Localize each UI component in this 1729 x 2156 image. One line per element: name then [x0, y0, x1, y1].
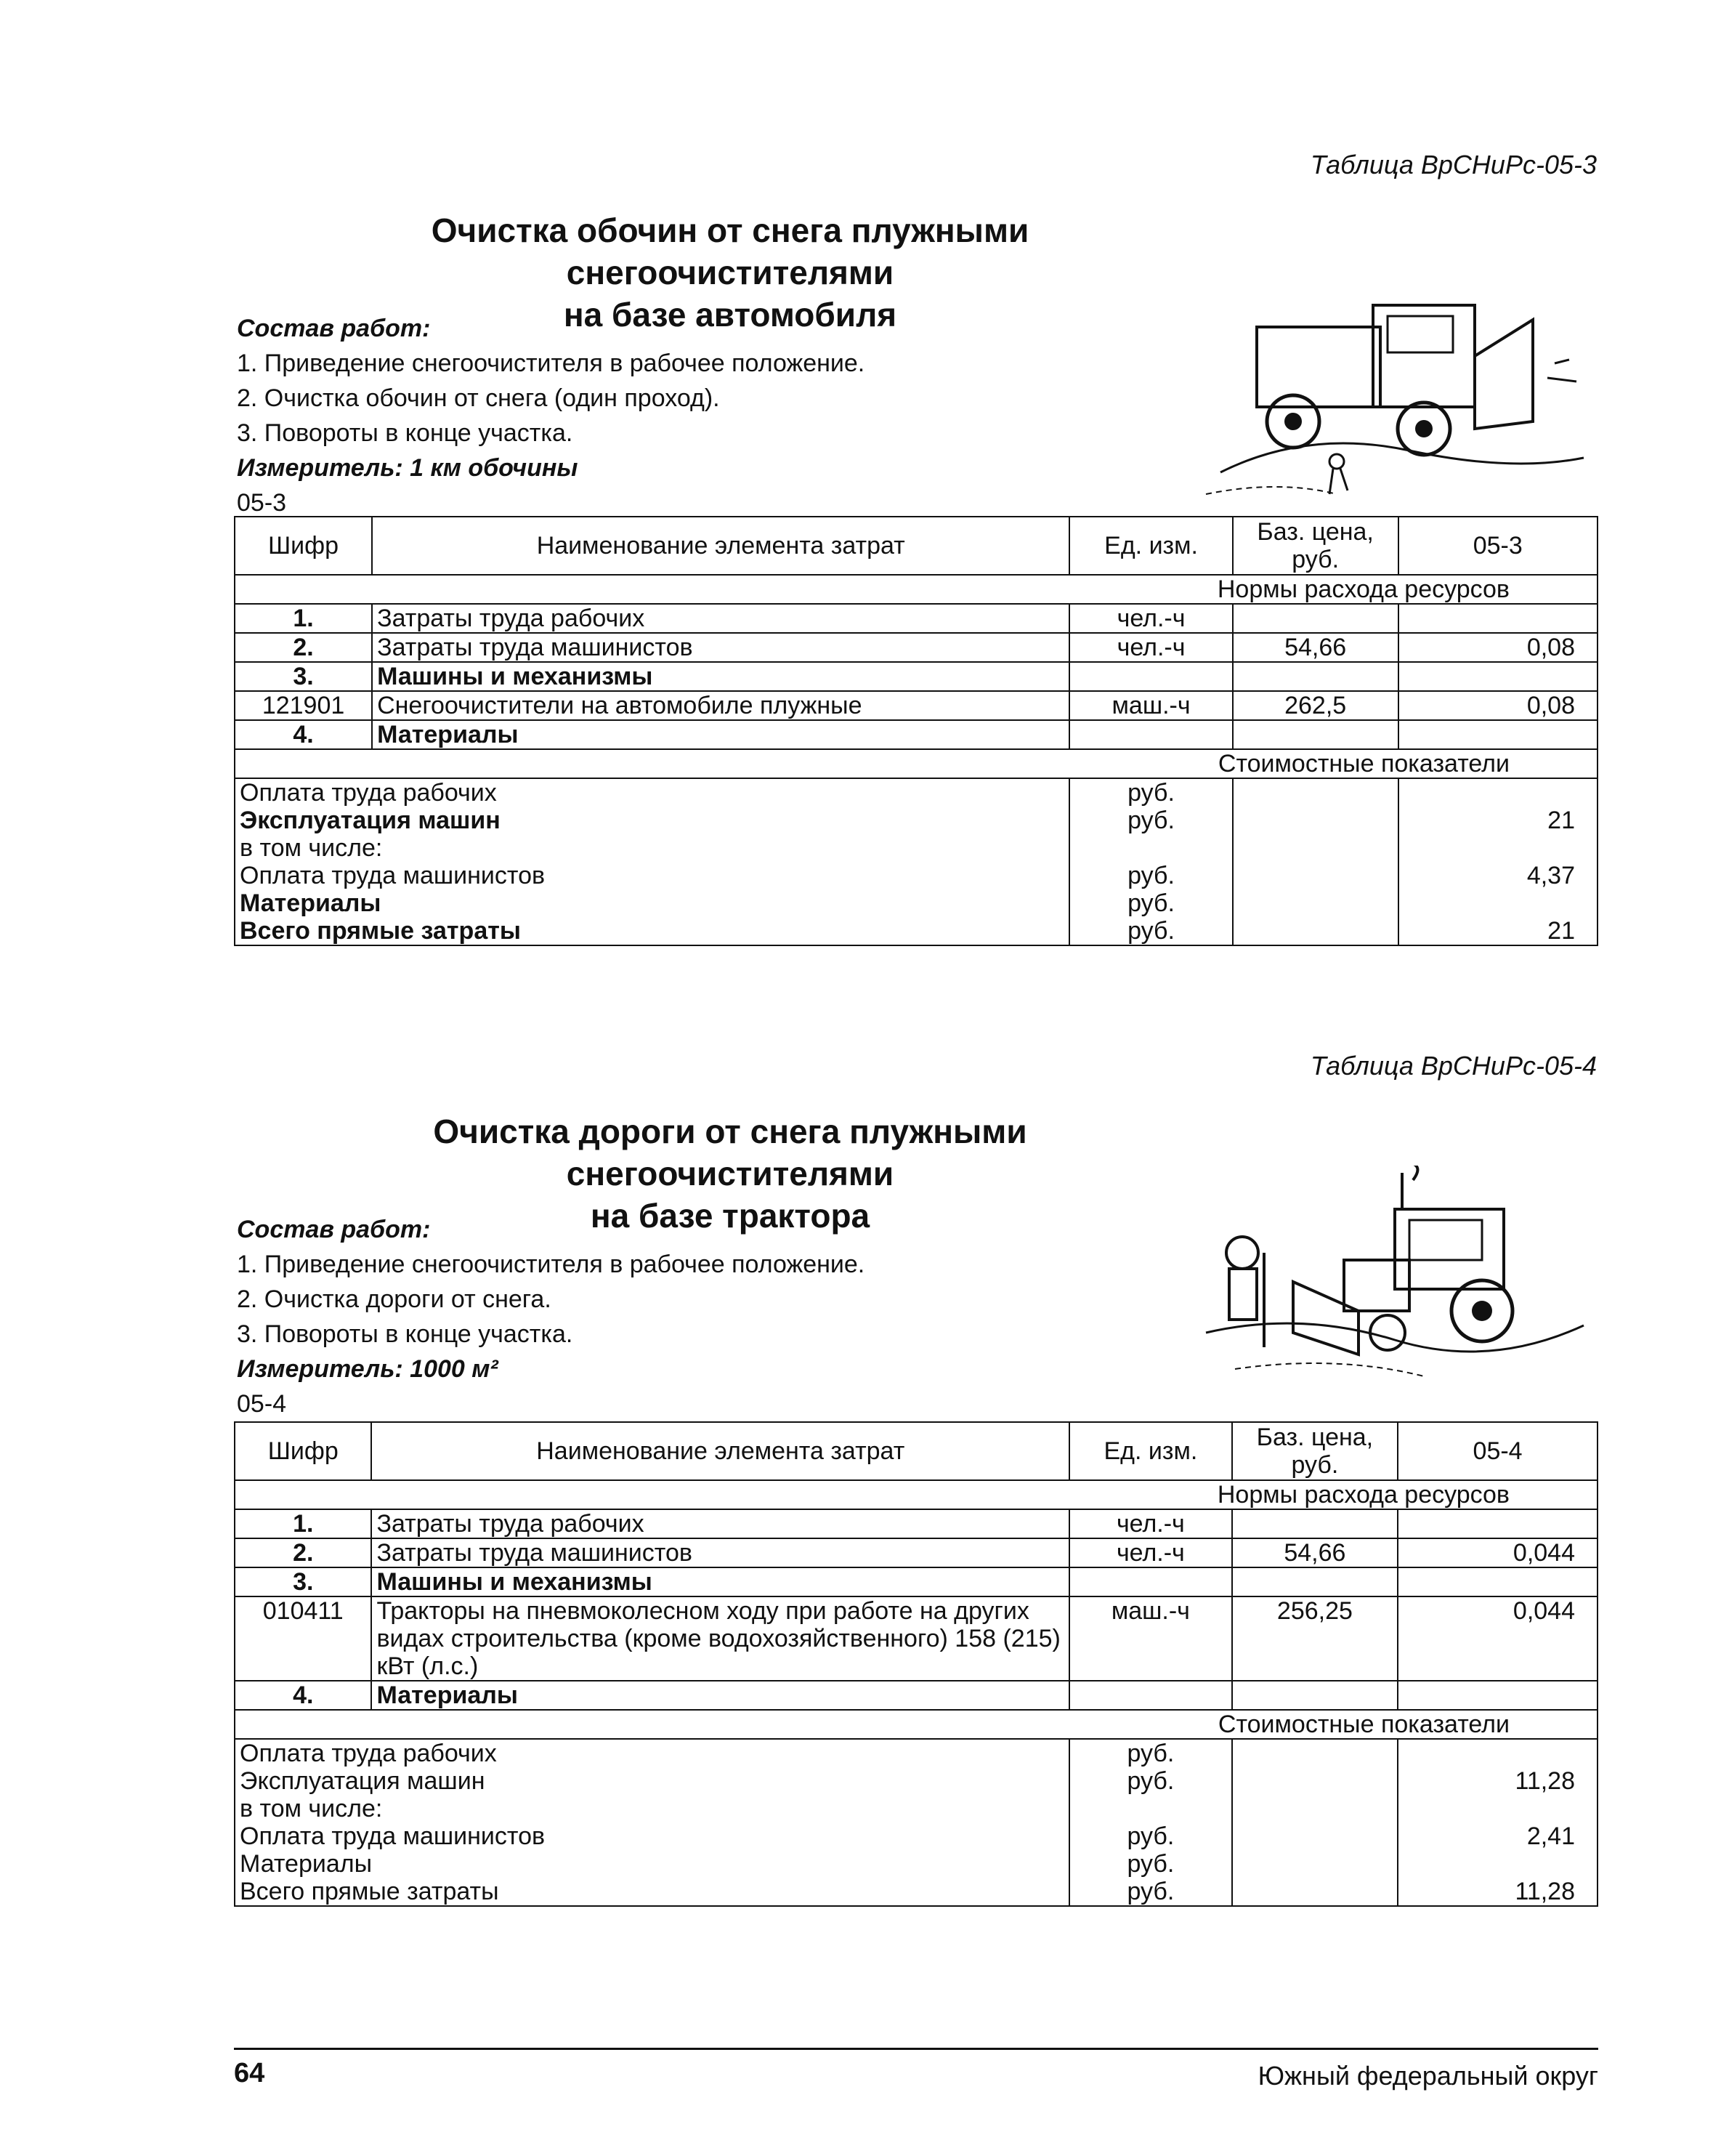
table-header-row — [235, 1422, 1598, 1480]
row-code: 010411 — [235, 1596, 371, 1681]
header-cipher: Шифр — [235, 517, 372, 575]
row-code: 4. — [235, 1681, 371, 1710]
table-row — [235, 1567, 1598, 1596]
row-code: 1. — [235, 1509, 371, 1538]
cost-value — [1398, 1795, 1598, 1822]
title-line-1: Очистка обочин от снега плужными снегоочистителями — [431, 211, 1029, 291]
cost-value — [1398, 778, 1598, 807]
row-code: 2. — [235, 1538, 371, 1567]
resource-norms-table — [234, 1421, 1598, 1907]
step-1: 1. Приведение снегоочистителя в рабочее положение. — [237, 350, 865, 377]
norms-subheader-row — [235, 575, 1598, 604]
row-name: Затраты труда машинистов — [372, 633, 1069, 662]
row-value — [1398, 1681, 1598, 1710]
composition-heading: Состав работ: — [237, 315, 431, 342]
cost-unit: руб. — [1069, 1850, 1232, 1878]
cost-price — [1233, 862, 1398, 889]
resource-norms-table — [234, 516, 1598, 946]
cost-row — [235, 1878, 1598, 1906]
header-code: 05-3 — [1398, 517, 1598, 575]
row-unit: чел.-ч — [1069, 1509, 1232, 1538]
cost-unit: руб. — [1069, 889, 1232, 917]
cost-name: Материалы — [235, 1850, 1069, 1878]
norms-subheader-row — [235, 1480, 1598, 1509]
header-unit: Ед. изм. — [1069, 517, 1232, 575]
table-section-05-3 — [0, 0, 1729, 966]
row-price: 54,66 — [1233, 633, 1398, 662]
cost-value: 11,28 — [1398, 1767, 1598, 1795]
cost-name: Оплата труда машинистов — [235, 862, 1069, 889]
row-value — [1398, 1567, 1598, 1596]
row-price: 54,66 — [1232, 1538, 1398, 1567]
cost-value: 21 — [1398, 917, 1598, 945]
norms-title: Нормы расхода ресурсов — [235, 575, 1598, 604]
row-unit — [1069, 720, 1232, 749]
table-row — [235, 1538, 1598, 1567]
row-code: 4. — [235, 720, 372, 749]
cost-value — [1398, 1850, 1598, 1878]
row-unit: чел.-ч — [1069, 633, 1232, 662]
cost-unit: руб. — [1069, 1878, 1232, 1906]
table-section-05-4 — [0, 901, 1729, 1905]
row-unit: чел.-ч — [1069, 1538, 1232, 1567]
cost-price — [1232, 1850, 1398, 1878]
work-composition — [237, 1212, 864, 1421]
cost-name: в том числе: — [235, 834, 1069, 862]
row-code: 3. — [235, 1567, 371, 1596]
header-unit: Ед. изм. — [1069, 1422, 1232, 1480]
row-name: Тракторы на пневмоколесном ходу при работе на других видах строительства (кроме водохозяйственного) 158 (215) кВт (л.с.) — [371, 1596, 1069, 1681]
work-composition — [237, 311, 864, 520]
table-row — [235, 604, 1598, 633]
step-1: 1. Приведение снегоочистителя в рабочее положение. — [237, 1251, 865, 1278]
cost-row — [235, 1822, 1598, 1850]
cost-price — [1233, 778, 1398, 807]
measure-unit: Измеритель: 1000 м² — [237, 1355, 498, 1383]
cost-row — [235, 807, 1598, 834]
row-name: Материалы — [372, 720, 1069, 749]
footer-divider — [234, 2048, 1598, 2050]
row-name: Затраты труда рабочих — [371, 1509, 1069, 1538]
cost-row — [235, 834, 1598, 862]
row-unit — [1069, 1681, 1232, 1710]
row-price — [1233, 720, 1398, 749]
cost-unit: руб. — [1069, 862, 1232, 889]
cost-row — [235, 1767, 1598, 1795]
measure-unit: Измеритель: 1 км обочины — [237, 454, 578, 482]
cost-row — [235, 1850, 1598, 1878]
cost-unit: руб. — [1069, 778, 1232, 807]
row-price — [1232, 1681, 1398, 1710]
row-unit — [1069, 1567, 1232, 1596]
step-3: 3. Повороты в конце участка. — [237, 1320, 573, 1348]
cost-unit: руб. — [1069, 1822, 1232, 1850]
step-2: 2. Очистка обочин от снега (один проход). — [237, 384, 720, 412]
header-price: Баз. цена, руб. — [1233, 517, 1398, 575]
cost-price — [1232, 1878, 1398, 1906]
row-code: 2. — [235, 633, 372, 662]
cost-name: Эксплуатация машин — [235, 1767, 1069, 1795]
cost-name: в том числе: — [235, 1795, 1069, 1822]
page-number: 64 — [234, 2058, 265, 2088]
row-unit: чел.-ч — [1069, 604, 1232, 633]
header-name: Наименование элемента затрат — [372, 517, 1069, 575]
cost-price — [1232, 1767, 1398, 1795]
row-name: Материалы — [371, 1681, 1069, 1710]
cost-value — [1398, 1739, 1598, 1767]
row-value — [1398, 662, 1598, 691]
row-price: 256,25 — [1232, 1596, 1398, 1681]
snowplow-truck-illustration — [1191, 276, 1598, 509]
cost-row — [235, 778, 1598, 807]
table-row — [235, 1681, 1598, 1710]
table-label: Таблица ВрСНиРс-05-4 — [1310, 1051, 1597, 1081]
cost-value — [1398, 834, 1598, 862]
table-row — [235, 691, 1598, 720]
region-name: Южный федеральный округ — [1258, 2061, 1598, 2091]
table-code: 05-3 — [237, 489, 287, 517]
step-3: 3. Повороты в конце участка. — [237, 419, 573, 447]
title-line-2: на базе трактора — [590, 1197, 870, 1235]
row-value — [1398, 1509, 1598, 1538]
cost-name: Всего прямые затраты — [235, 917, 1069, 945]
cost-price — [1233, 834, 1398, 862]
cost-subheader-row — [235, 1710, 1598, 1739]
header-name: Наименование элемента затрат — [371, 1422, 1069, 1480]
row-value: 0,08 — [1398, 691, 1598, 720]
step-2: 2. Очистка дороги от снега. — [237, 1285, 551, 1313]
cost-row — [235, 1795, 1598, 1822]
row-value: 0,044 — [1398, 1596, 1598, 1681]
header-price: Баз. цена, руб. — [1232, 1422, 1398, 1480]
cost-name: Эксплуатация машин — [235, 807, 1069, 834]
row-name: Машины и механизмы — [371, 1567, 1069, 1596]
cost-row — [235, 862, 1598, 889]
row-name: Затраты труда машинистов — [371, 1538, 1069, 1567]
row-price — [1232, 1567, 1398, 1596]
table-row — [235, 633, 1598, 662]
cost-name: Всего прямые затраты — [235, 1878, 1069, 1906]
row-value: 0,044 — [1398, 1538, 1598, 1567]
row-unit: маш.-ч — [1069, 691, 1232, 720]
cost-price — [1233, 807, 1398, 834]
cost-value: 4,37 — [1398, 862, 1598, 889]
cost-subheader-row — [235, 749, 1598, 778]
snowplow-tractor-illustration — [1191, 1166, 1598, 1398]
table-code: 05-4 — [237, 1390, 287, 1418]
row-value — [1398, 604, 1598, 633]
table-row — [235, 720, 1598, 749]
header-cipher: Шифр — [235, 1422, 371, 1480]
cost-name: Оплата труда машинистов — [235, 1822, 1069, 1850]
cost-value: 11,28 — [1398, 1878, 1598, 1906]
row-name: Машины и механизмы — [372, 662, 1069, 691]
cost-unit — [1069, 834, 1232, 862]
row-name: Затраты труда рабочих — [372, 604, 1069, 633]
title-line-1: Очистка дороги от снега плужными снегоочистителями — [433, 1113, 1027, 1192]
row-price — [1232, 1509, 1398, 1538]
table-label: Таблица ВрСНиРс-05-3 — [1310, 150, 1597, 179]
table-row — [235, 662, 1598, 691]
cost-unit: руб. — [1069, 1767, 1232, 1795]
row-name: Снегоочистители на автомобиле плужные — [372, 691, 1069, 720]
table-header-row — [235, 517, 1598, 575]
row-unit — [1069, 662, 1232, 691]
table-row — [235, 1509, 1598, 1538]
row-value: 0,08 — [1398, 633, 1598, 662]
cost-title: Стоимостные показатели — [235, 1710, 1598, 1739]
cost-price — [1232, 1795, 1398, 1822]
row-value — [1398, 720, 1598, 749]
cost-unit — [1069, 1795, 1232, 1822]
cost-unit: руб. — [1069, 807, 1232, 834]
row-price — [1233, 604, 1398, 633]
cost-value: 2,41 — [1398, 1822, 1598, 1850]
row-price — [1233, 662, 1398, 691]
cost-unit: руб. — [1069, 1739, 1232, 1767]
cost-value: 21 — [1398, 807, 1598, 834]
header-code: 05-4 — [1398, 1422, 1598, 1480]
cost-price — [1232, 1822, 1398, 1850]
cost-unit: руб. — [1069, 917, 1232, 945]
row-code: 121901 — [235, 691, 372, 720]
composition-heading: Состав работ: — [237, 1216, 431, 1243]
title-line-2: на базе автомобиля — [563, 296, 897, 334]
row-code: 3. — [235, 662, 372, 691]
cost-row — [235, 1739, 1598, 1767]
row-unit: маш.-ч — [1069, 1596, 1232, 1681]
row-code: 1. — [235, 604, 372, 633]
row-price: 262,5 — [1233, 691, 1398, 720]
table-row — [235, 1596, 1598, 1681]
cost-price — [1232, 1739, 1398, 1767]
cost-name: Оплата труда рабочих — [235, 778, 1069, 807]
norms-title: Нормы расхода ресурсов — [235, 1480, 1598, 1509]
cost-name: Оплата труда рабочих — [235, 1739, 1069, 1767]
cost-name: Материалы — [235, 889, 1069, 917]
cost-title: Стоимостные показатели — [235, 749, 1598, 778]
